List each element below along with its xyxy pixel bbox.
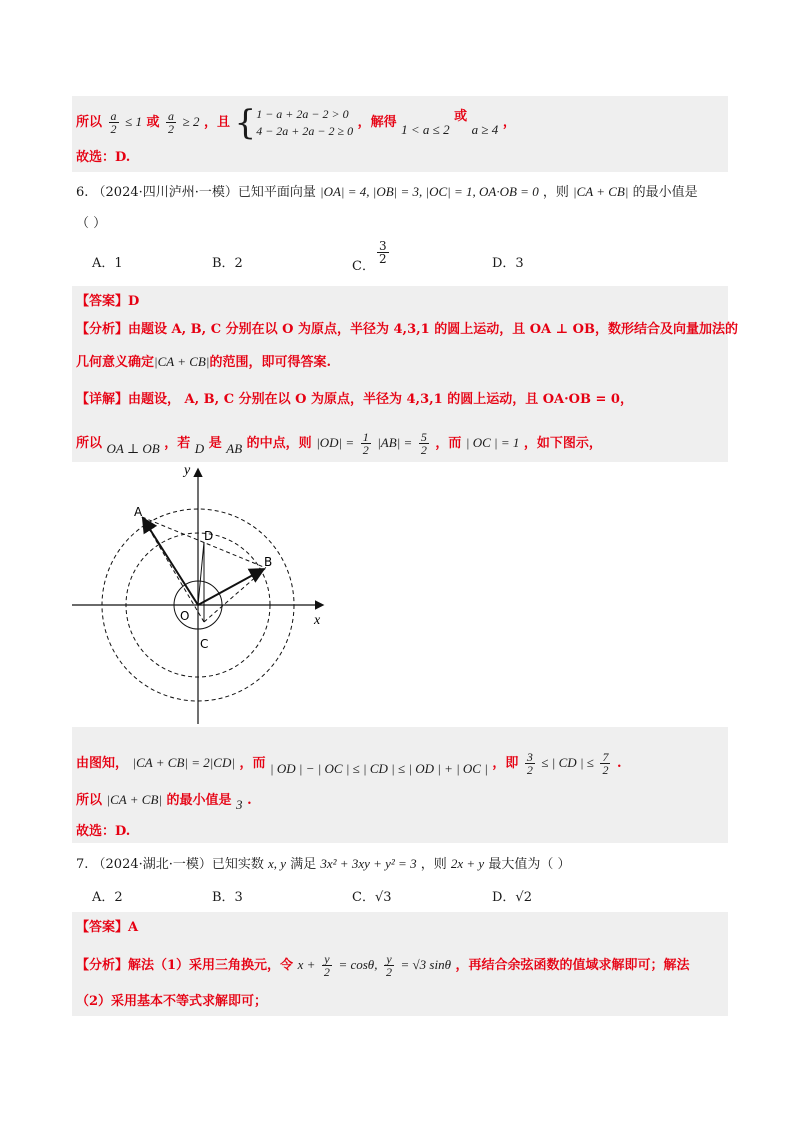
q6-stem: 6. （2024·四川泸州·一模）已知平面向量 |OA| = 4, |OB| = 3, |OC| = 1, OA·OB = 0 ，则 |CA + CB| 的最小值是 bbox=[76, 184, 698, 200]
q7-options bbox=[76, 888, 676, 908]
point-o-label: O bbox=[180, 609, 190, 623]
point-a-label: A bbox=[134, 505, 143, 519]
q6-choose: 故选：D. bbox=[76, 824, 131, 839]
q6-analysis-2: 几何意义确定|CA + CB|的范围，即可得答案. bbox=[76, 354, 331, 370]
prev-conclusion-line: 所以 $\frac{a}{2}$ ≤ 1 或 $\frac{a}{2}$ ≥ 2 ，且 { 1 − a + 2a − 2 > 0 4 − 2a + 2a − 2 ≥ 0 ，解得 1 < a ≤ 2 或 a ≥ 4 ， bbox=[76, 102, 516, 143]
q6-option-c: C． $\frac{3}{2}$ bbox=[352, 239, 387, 274]
segment-cb bbox=[204, 568, 266, 622]
point-c-label: C bbox=[200, 637, 209, 651]
vector-od bbox=[198, 542, 204, 605]
circle-vector-figure bbox=[72, 462, 328, 727]
vector-ob bbox=[198, 570, 262, 605]
point-d-label: D bbox=[204, 529, 214, 543]
prev-choose: 故选：D. bbox=[76, 150, 131, 165]
fraction: $\frac{a}{2}$ bbox=[110, 109, 117, 136]
q6-option-b: B．2 bbox=[212, 256, 243, 271]
q7-analysis-2: （2）采用基本不等式求解即可； bbox=[76, 994, 268, 1009]
fraction: $\frac{a}{2}$ bbox=[168, 109, 175, 136]
q6-paren: （ ） bbox=[76, 216, 107, 231]
point-b-label: B bbox=[264, 555, 273, 569]
q6-analysis-1: 【分析】由题设 A, B, C 分别在以 O 为原点，半径为 4,3,1 的圆上运动，且 OA ⊥ OB，数形结合及向量加法的 bbox=[76, 322, 738, 337]
q7-option-a: A．2 bbox=[92, 890, 123, 905]
q7-analysis-1: 【分析】解法（1）采用三角换元，令 x + $\frac{y}{2}$ = cosθ, $\frac{y}{2}$ = √3 sinθ ，再结合余弦函数的值域求解即可；解法 bbox=[76, 952, 690, 979]
system-brace: { bbox=[234, 102, 257, 143]
q7-option-c: C．√3 bbox=[352, 890, 392, 905]
q7-option-b: B．3 bbox=[212, 890, 243, 905]
q6-detail-1: 【详解】由题设， A, B, C 分别在以 O 为原点，半径为 4,3,1 的圆上运动，且 OA·OB = 0， bbox=[76, 392, 633, 407]
q6-answer: 【答案】D bbox=[76, 294, 140, 309]
q7-option-d: D．√2 bbox=[492, 890, 532, 905]
q6-option-d: D．3 bbox=[492, 256, 524, 271]
q6-detail-2: 所以 OA ⊥ OB ，若 D 是 AB 的中点，则 |OD| = $\frac{1}{2}$ |AB| = $\frac{5}{2}$ ，而 | OC | = 1 ，如下图示， bbox=[76, 430, 602, 457]
answer-block-q6-tail bbox=[72, 727, 728, 843]
q6-figure-conclusion: 由图知， |CA + CB| = 2|CD| ，而 | OD | − | OC | ≤ | CD | ≤ | OD | + | OC | ，即 $\frac{3}{2}$ ≤ | CD | ≤ $\frac{7}{2}$ . bbox=[76, 750, 622, 777]
inequality-system: 1 − a + 2a − 2 > 0 4 − 2a + 2a − 2 ≥ 0 bbox=[256, 106, 354, 138]
vector-oa bbox=[144, 520, 198, 605]
figure-svg bbox=[72, 462, 328, 727]
q6-options bbox=[76, 239, 676, 284]
y-axis-label: y bbox=[184, 463, 191, 478]
q7-answer: 【答案】A bbox=[76, 920, 139, 935]
q6-option-a: A．1 bbox=[92, 256, 123, 271]
q6-minimum: 所以 |CA + CB| 的最小值是 3 . bbox=[76, 792, 252, 812]
q7-stem: 7. （2024·湖北·一模）已知实数 x, y 满足 3x² + 3xy + y² = 3 ，则 2x + y 最大值为（ ） bbox=[76, 856, 571, 872]
x-axis-label: x bbox=[314, 613, 321, 628]
